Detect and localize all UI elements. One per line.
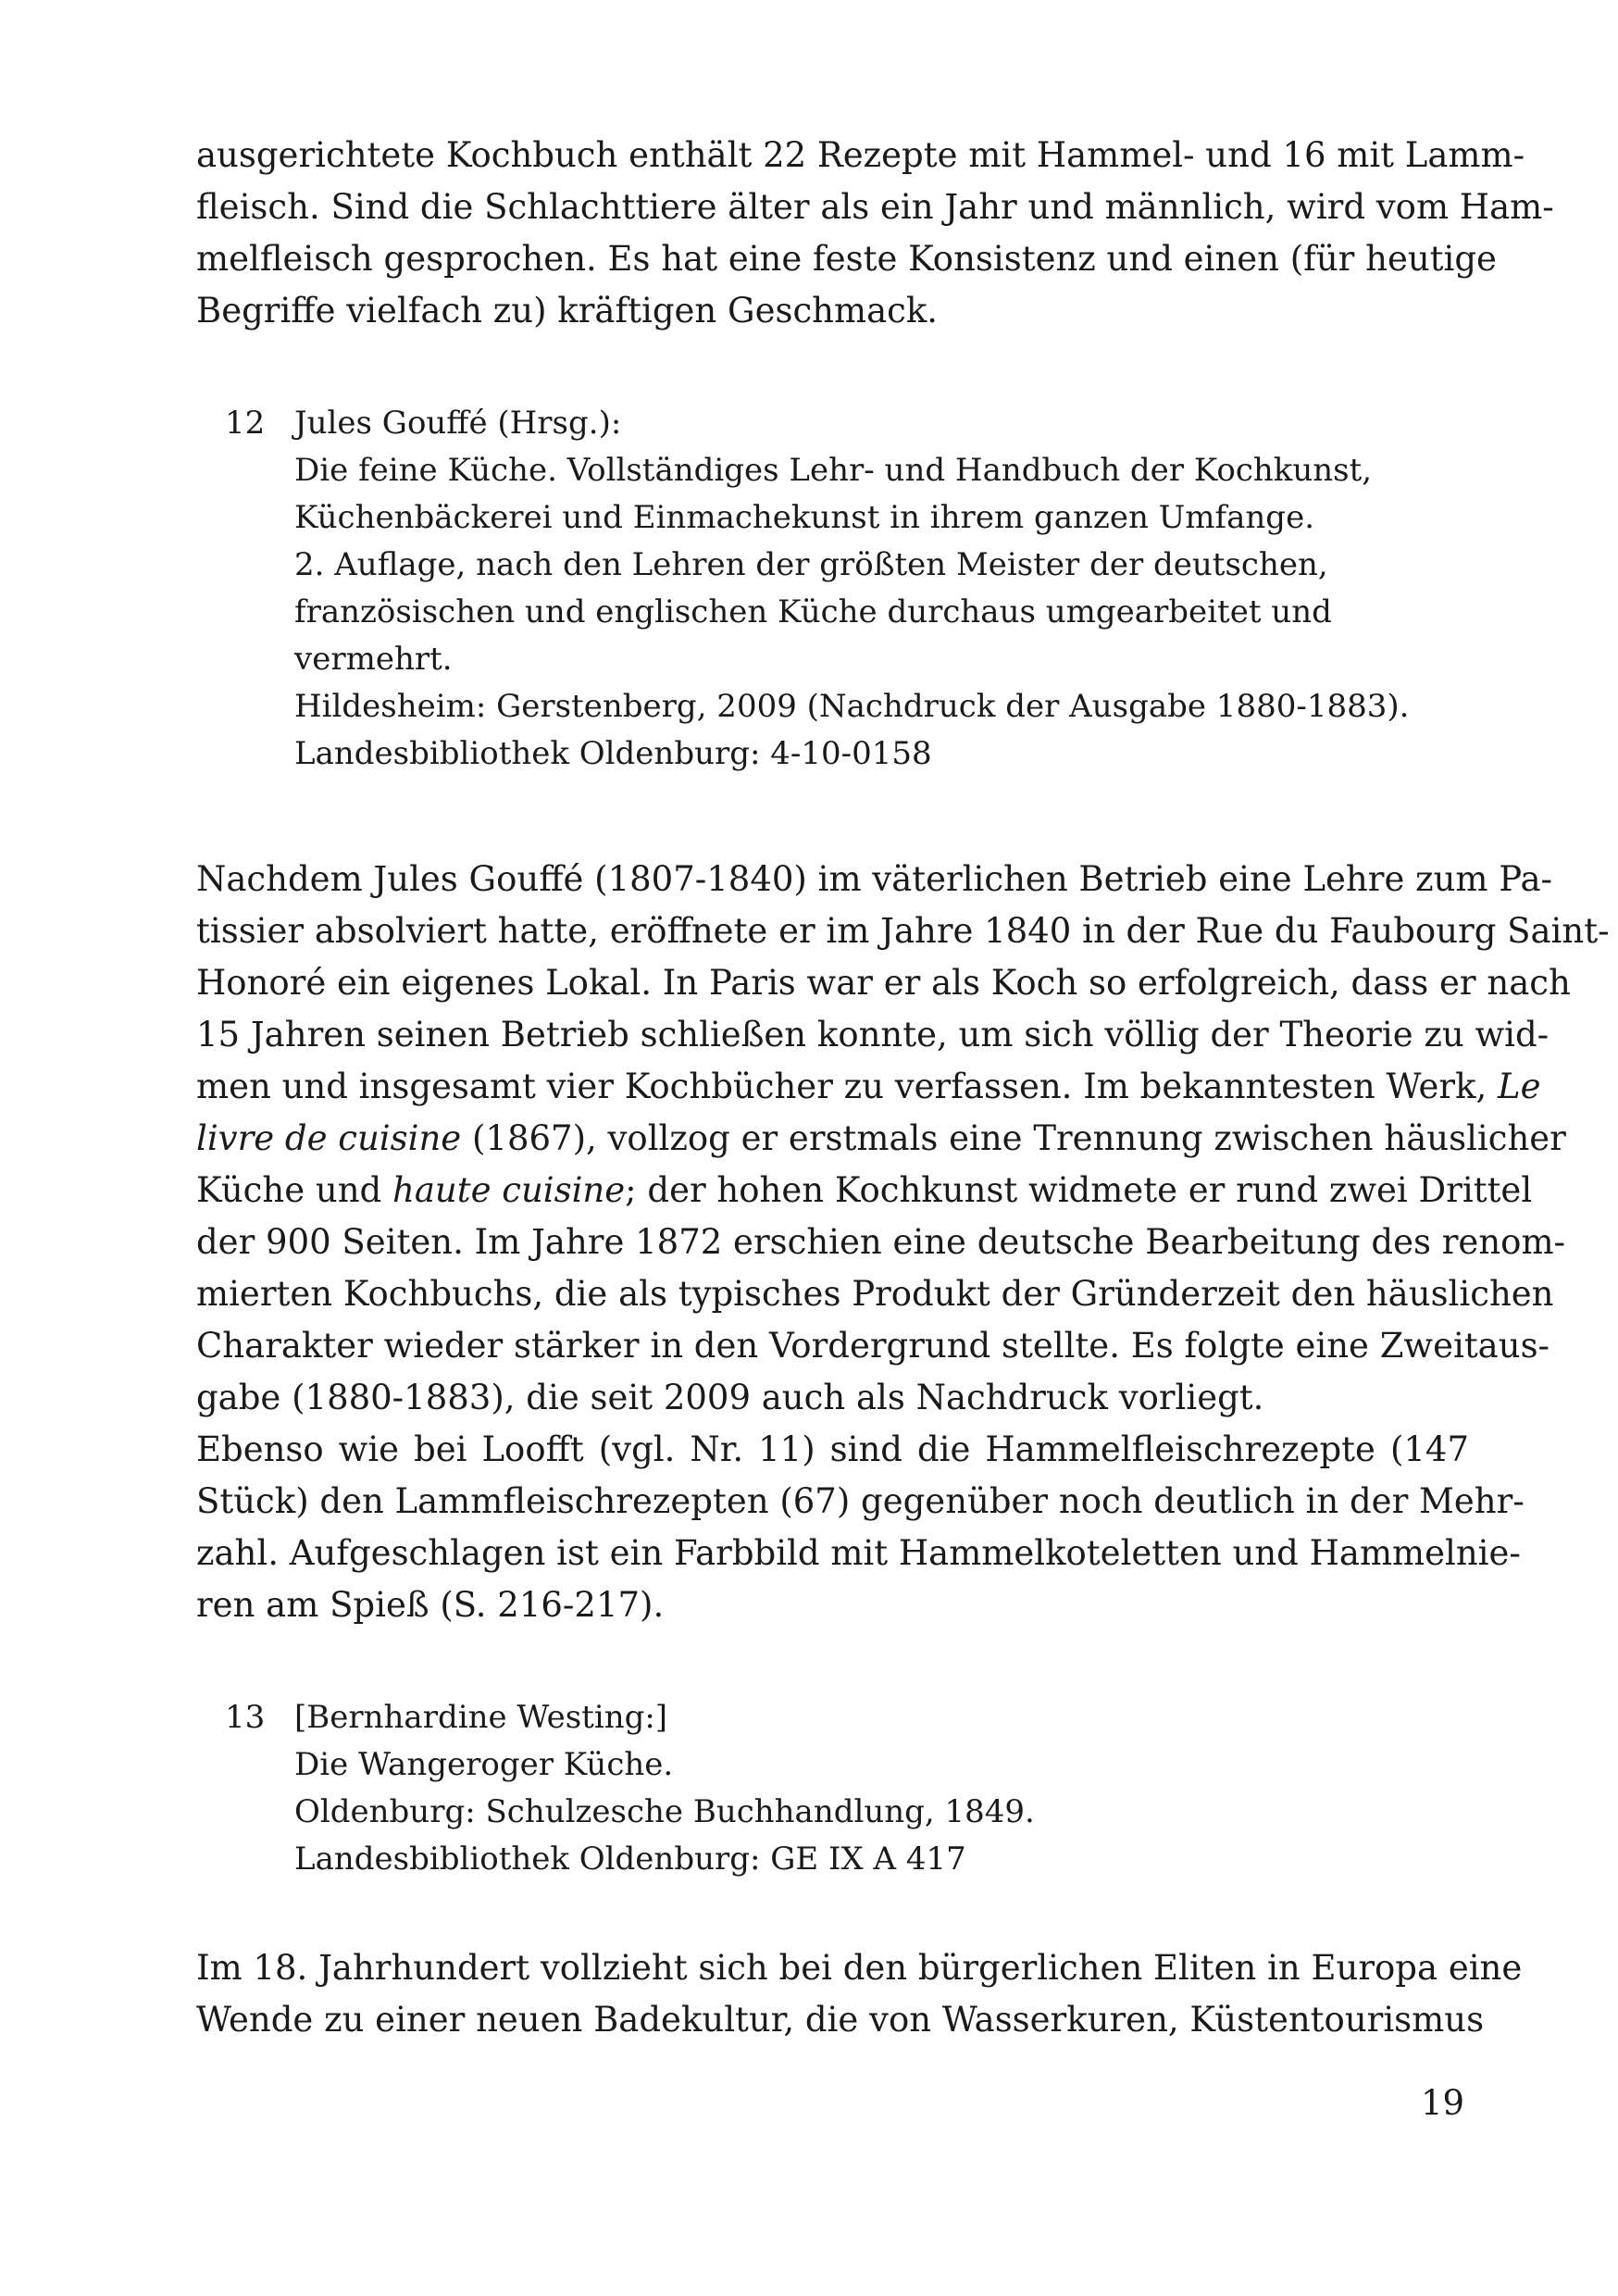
text-line: Nachdem Jules Gouffé (1807-1840) im väterlichen Betrieb eine Lehre zum Pa- — [196, 859, 1553, 899]
text-line: gabe (1880-1883), die seit 2009 auch als Nachdruck vorliegt. — [196, 1378, 1264, 1417]
text-segment: men und insgesamt vier Kochbücher zu verfassen. Im bekanntesten Werk, — [196, 1067, 1487, 1106]
entry-details — [294, 400, 1410, 778]
entry-number: 13 — [225, 1699, 266, 1736]
text-line: zahl. Aufgeschlagen ist ein Farbbild mit Hammelkoteletten und Hammelnie- — [196, 1533, 1521, 1573]
paragraph-continuation — [196, 130, 1554, 337]
entry-author: Jules Gouffé (Hrsg.): — [294, 405, 622, 442]
paragraph-loofft — [196, 1424, 1525, 1631]
text-line: Begriffe vielfach zu) kräftigen Geschmack. — [196, 291, 939, 331]
entry-title-line: 2. Auflage, nach den Lehren der größten Meister der deutschen, — [294, 546, 1328, 583]
text-segment: (1867), vollzog er erstmals eine Trennung zwischen häuslicher — [471, 1118, 1566, 1158]
text-line: melfleisch gesprochen. Es hat eine feste Konsistenz und einen (für heutige — [196, 239, 1497, 279]
entry-shelfmark: Landesbibliothek Oldenburg: GE IX A 417 — [294, 1841, 966, 1878]
entry-title: Die Wangeroger Küche. — [294, 1746, 674, 1783]
entry-author: [Bernhardine Westing:] — [294, 1699, 668, 1736]
entry-publication: Hildesheim: Gerstenberg, 2009 (Nachdruck der Ausgabe 1880-1883). — [294, 688, 1410, 725]
text-line: Stück) den Lammfleischrezepten (67) gegenüber noch deutlich in der Mehr- — [196, 1481, 1525, 1521]
entry-publication: Oldenburg: Schulzesche Buchhandlung, 1849. — [294, 1793, 1035, 1830]
entry-shelfmark: Landesbibliothek Oldenburg: 4-10-0158 — [294, 735, 932, 772]
paragraph-badekultur — [196, 1942, 1523, 2046]
entry-number: 12 — [225, 405, 266, 442]
text-line: Charakter wieder stärker in den Vordergrund stellte. Es folgte eine Zweitaus- — [196, 1326, 1550, 1366]
catalogue-entry-12 — [225, 400, 1410, 778]
text-line: Wende zu einer neuen Badekultur, die von Wasserkuren, Küstentourismus — [196, 2000, 1485, 2040]
text-line: 15 Jahren seinen Betrieb schließen konnte, um sich völlig der Theorie zu wid- — [196, 1015, 1550, 1054]
text-line: ausgerichtete Kochbuch enthält 22 Rezepte mit Hammel- und 16 mit Lamm- — [196, 135, 1525, 175]
text-line — [196, 1061, 1541, 1113]
text-line: Ebenso wie bei Loofft (vgl. Nr. 11) sind die Hammelfleischrezepte (147 — [196, 1429, 1469, 1469]
text-line: fleisch. Sind die Schlachttiere älter als ein Jahr und männlich, wird vom Ham- — [196, 187, 1554, 227]
text-line — [196, 1113, 1566, 1165]
italic-title: Le — [1498, 1067, 1541, 1106]
text-line: Im 18. Jahrhundert vollzieht sich bei den bürgerlichen Eliten in Europa eine — [196, 1948, 1523, 1988]
text-segment: Küche und — [196, 1170, 382, 1210]
entry-details — [294, 1694, 1391, 1883]
text-line: Honoré ein eigenes Lokal. In Paris war er als Koch so erfolgreich, dass er nach — [196, 963, 1571, 1003]
text-line: der 900 Seiten. Im Jahre 1872 erschien eine deutsche Bearbeitung des renom- — [196, 1222, 1566, 1262]
text-line: ren am Spieß (S. 216-217). — [196, 1585, 665, 1625]
text-segment: ; der hohen Kochkunst widmete er rund zwei Drittel — [625, 1170, 1533, 1210]
entry-title-line: französischen und englischen Küche durchaus umgearbeitet und — [294, 593, 1332, 630]
text-line — [196, 1165, 1533, 1217]
entry-title-line: Die feine Küche. Vollständiges Lehr- und Handbuch der Kochkunst, — [294, 452, 1373, 489]
entry-title-line: vermehrt. — [294, 641, 453, 678]
text-line: tissier absolviert hatte, eröffnete er im Jahre 1840 in der Rue du Faubourg Saint- — [196, 911, 1610, 951]
entry-title-line: Küchenbäckerei und Einmachekunst in ihrem ganzen Umfange. — [294, 499, 1314, 536]
italic-term: haute cuisine — [392, 1170, 626, 1210]
catalogue-entry-13 — [225, 1694, 1391, 1883]
paragraph-gouffe — [196, 854, 1610, 1424]
text-line: mierten Kochbuchs, die als typisches Produkt der Gründerzeit den häuslichen — [196, 1274, 1554, 1314]
italic-title: livre de cuisine — [196, 1118, 462, 1158]
page-number: 19 — [1421, 2083, 1465, 2123]
